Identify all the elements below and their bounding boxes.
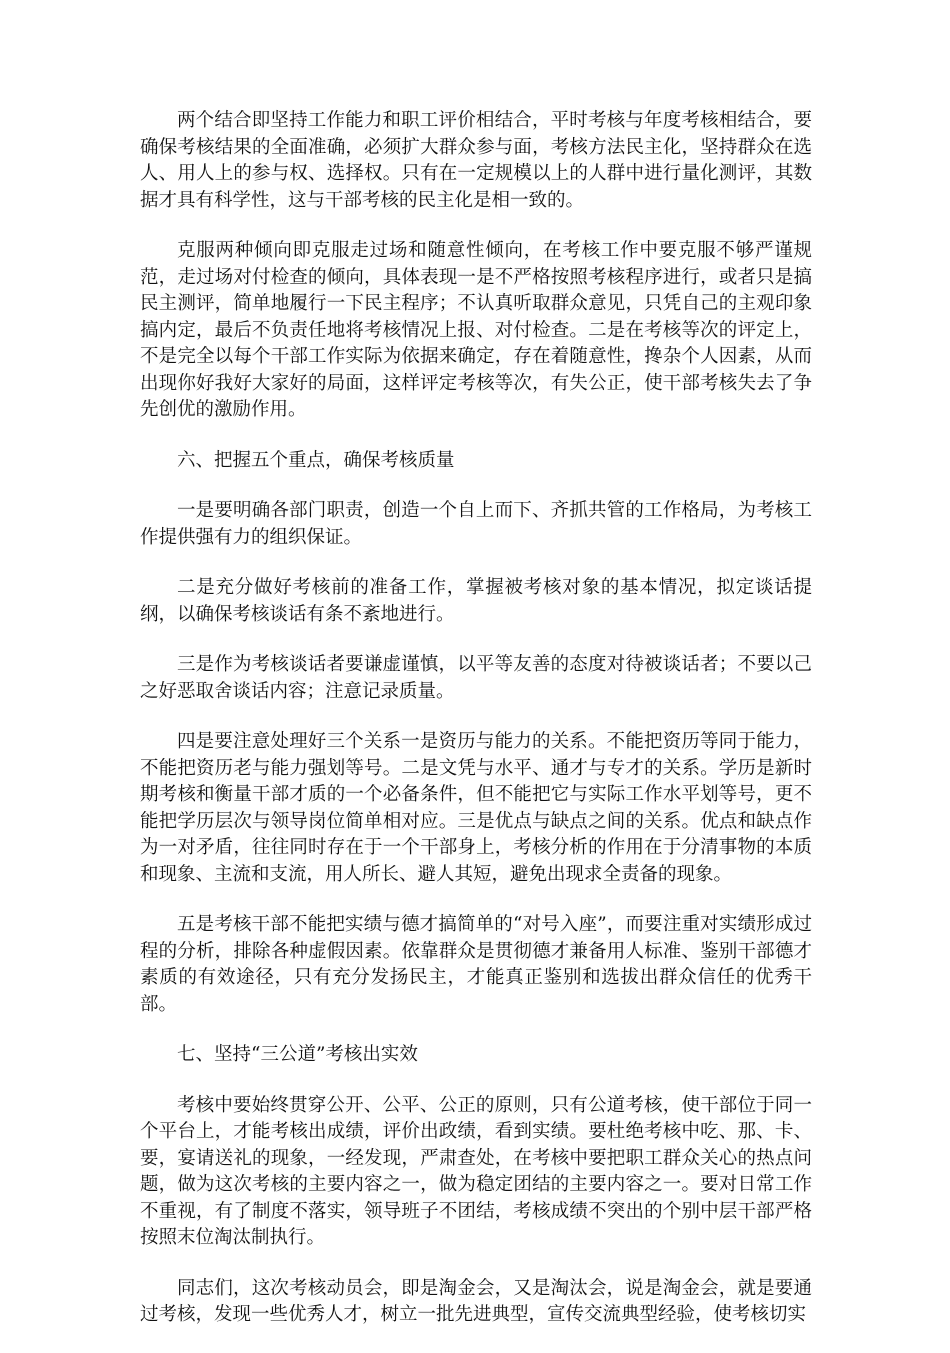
paragraph-point-four: 四是要注意处理好三个关系一是资历与能力的关系。不能把资历等同于能力，不能把资历老与能力强划等号。二是文凭与水平、通才与专才的关系。学历是新时期考核和衡量干部才质的一个必备条件，但不能把它与实际工作水平划等号，更不能把学历层次与领导岗位简单相对应。三是优点与缺点之间的关系。优点和缺点作为一对矛盾，往往同时存在于一个干部身上，考核分析的作用在于分清事物的本质和现象、主流和支流，用人所长、避人其短，避免出现求全责备的现象。 [140, 731, 812, 885]
paragraph-three-fairness: 考核中要始终贯穿公开、公平、公正的原则，只有公道考核，使干部位于同一个平台上，才能考核出成绩，评价出政绩，看到实绩。要杜绝考核中吃、那、卡、要，宴请送礼的现象，一经发现，严肃查处，在考核中要把职工群众关心的热点问题，做为这次考核的主要内容之一，做为稳定团结的主要内容之一。要对日常工作不重视，有了制度不落实，领导班子不团结，考核成绩不突出的个别中层干部严格按照末位淘汰制执行。 [140, 1094, 812, 1248]
section-heading-seven: 七、坚持“三公道”考核出实效 [177, 1044, 418, 1065]
paragraph-point-five: 五是考核干部不能把实绩与德才搞简单的“对号入座”，而要注重对实绩形成过程的分析，排除各种虚假因素。依靠群众是贯彻德才兼备用人标准、鉴别干部德才素质的有效途径，只有充分发扬民主，才能真正鉴别和选拔出群众信任的优秀干部。 [140, 914, 812, 1015]
paragraph-point-one: 一是要明确各部门职责，创造一个自上而下、齐抓共管的工作格局，为考核工作提供强有力的组织保证。 [140, 500, 812, 548]
section-heading-six: 六、把握五个重点，确保考核质量 [177, 449, 455, 471]
paragraph-closing: 同志们，这次考核动员会，即是淘金会，又是淘汰会，说是淘金会，就是要通过考核，发现一些优秀人才，树立一批先进典型，宣传交流典型经验，使考核切实 [140, 1277, 812, 1325]
document-body [140, 108, 812, 1353]
paragraph-point-three: 三是作为考核谈话者要谦虚谨慎，以平等友善的态度对待被谈话者；不要以己之好恶取舍谈话内容；注意记录质量。 [140, 654, 812, 702]
paragraph-two-combinations: 两个结合即坚持工作能力和职工评价相结合，平时考核与年度考核相结合，要确保考核结果的全面准确，必须扩大群众参与面，考核方法民主化，坚持群众在选人、用人上的参与权、选择权。只有在一定规模以上的人群中进行量化测评，其数据才具有科学性，这与干部考核的民主化是相一致的。 [140, 110, 812, 211]
paragraph-point-two: 二是充分做好考核前的准备工作，掌握被考核对象的基本情况，拟定谈话提纲，以确保考核谈话有条不紊地进行。 [140, 577, 812, 625]
paragraph-two-tendencies: 克服两种倾向即克服走过场和随意性倾向，在考核工作中要克服不够严谨规范，走过场对付检查的倾向，具体表现一是不严格按照考核程序进行，或者只是搞民主测评，简单地履行一下民主程序；不认真听取群众意见，只凭自己的主观印象搞内定，最后不负责任地将考核情况上报、对付检查。二是在考核等次的评定上，不是完全以每个干部工作实际为依据来确定，存在着随意性，搀杂个人因素，从而出现你好我好大家好的局面，这样评定考核等次，有失公正，使干部考核失去了争先创优的激励作用。 [140, 240, 812, 420]
